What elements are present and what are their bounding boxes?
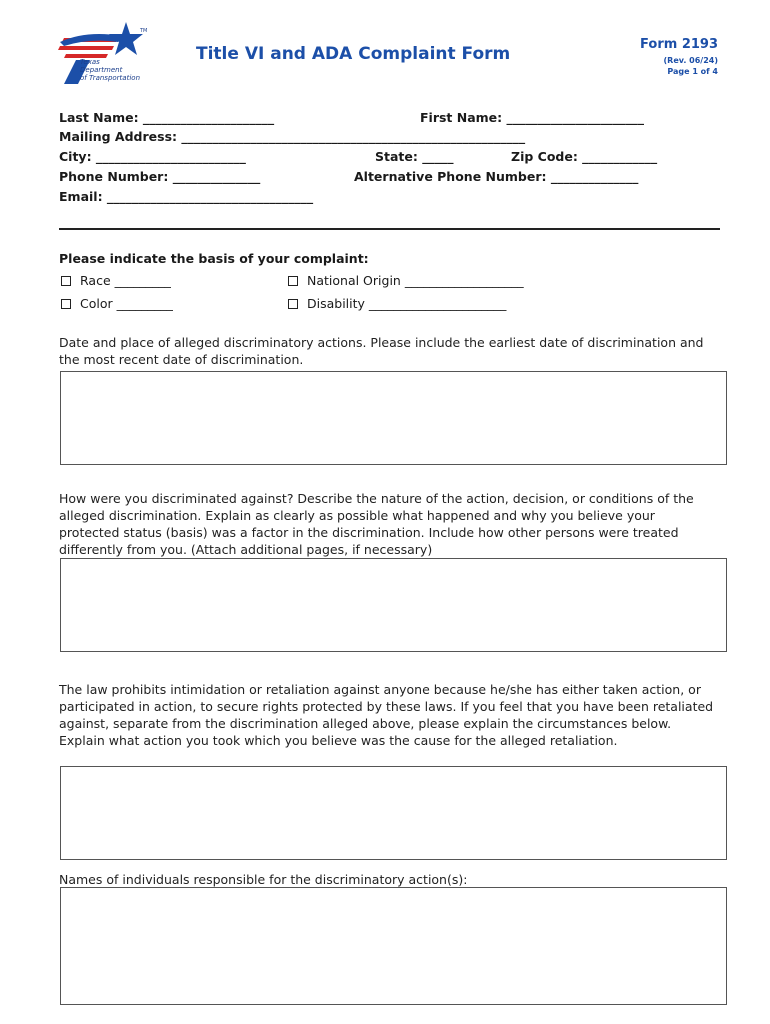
basis-heading: Please indicate the basis of your complaint: (59, 251, 369, 266)
page-title: Title VI and ADA Complaint Form (196, 44, 511, 64)
form-number: Form 2193 (640, 37, 718, 52)
race-checkbox[interactable] (61, 276, 71, 286)
national-origin-label: National Origin ___________________ (307, 273, 524, 288)
last-name-field[interactable]: Last Name: _____________________ (59, 110, 275, 125)
question-responsible-individuals: Names of individuals responsible for the discriminatory action(s): (59, 872, 468, 887)
logo-line-3: of Transportation (80, 74, 141, 82)
national-origin-checkbox[interactable] (288, 276, 298, 286)
basis-national-origin-option[interactable] (288, 273, 524, 288)
city-field[interactable]: City: ________________________ (59, 149, 246, 164)
first-name-field[interactable]: First Name: ______________________ (420, 110, 645, 125)
basis-race-option[interactable] (61, 273, 171, 288)
alt-phone-number-field[interactable]: Alternative Phone Number: ______________ (354, 169, 639, 184)
color-checkbox[interactable] (61, 299, 71, 309)
page-indicator: Page 1 of 4 (667, 67, 718, 76)
zip-code-field[interactable]: Zip Code: ____________ (511, 149, 658, 164)
trademark-mark: TM (140, 28, 148, 34)
retaliation-textbox[interactable] (60, 766, 727, 860)
logo-wordmark (80, 58, 150, 82)
phone-number-field[interactable]: Phone Number: ______________ (59, 169, 261, 184)
email-field[interactable]: Email: _________________________________ (59, 189, 314, 204)
color-label: Color _________ (80, 296, 173, 311)
question-date-place: Date and place of alleged discriminatory actions. Please include the earliest date of discrimination and the most recent date of discrimination. (59, 335, 704, 367)
how-discriminated-textbox[interactable] (60, 558, 727, 652)
logo-line-1: Texas (80, 58, 100, 66)
disability-checkbox[interactable] (288, 299, 298, 309)
basis-disability-option[interactable] (288, 296, 506, 311)
state-field[interactable]: State: _____ (375, 149, 454, 164)
revision-date: (Rev. 06/24) (663, 56, 718, 65)
date-place-textbox[interactable] (60, 371, 727, 465)
disability-label: Disability ______________________ (307, 296, 507, 311)
question-how-discriminated: How were you discriminated against? Describe the nature of the action, decision, or conditions of the alleged discrimination. Explain as clearly as possible what happened and why you believe your protected status (basis) was a factor in the discrimination. Include how other persons were treated differently from you. (Attach additional pages, if necessary) (59, 491, 694, 557)
section-divider (59, 228, 720, 230)
question-retaliation: The law prohibits intimidation or retaliation against anyone because he/she has either taken action, or participated in action, to secure rights protected by these laws. If you feel that you have been retaliated against, separate from the discrimination alleged above, please explain the circumstances below. Explain what action you took which you believe was the cause for the alleged retaliation. (59, 682, 714, 748)
responsible-individuals-textbox[interactable] (60, 887, 727, 1005)
race-label: Race _________ (80, 273, 171, 288)
basis-color-option[interactable] (61, 296, 173, 311)
logo-line-2: Department (80, 66, 123, 74)
mailing-address-field[interactable]: Mailing Address: _______________________________________________________ (59, 129, 526, 144)
